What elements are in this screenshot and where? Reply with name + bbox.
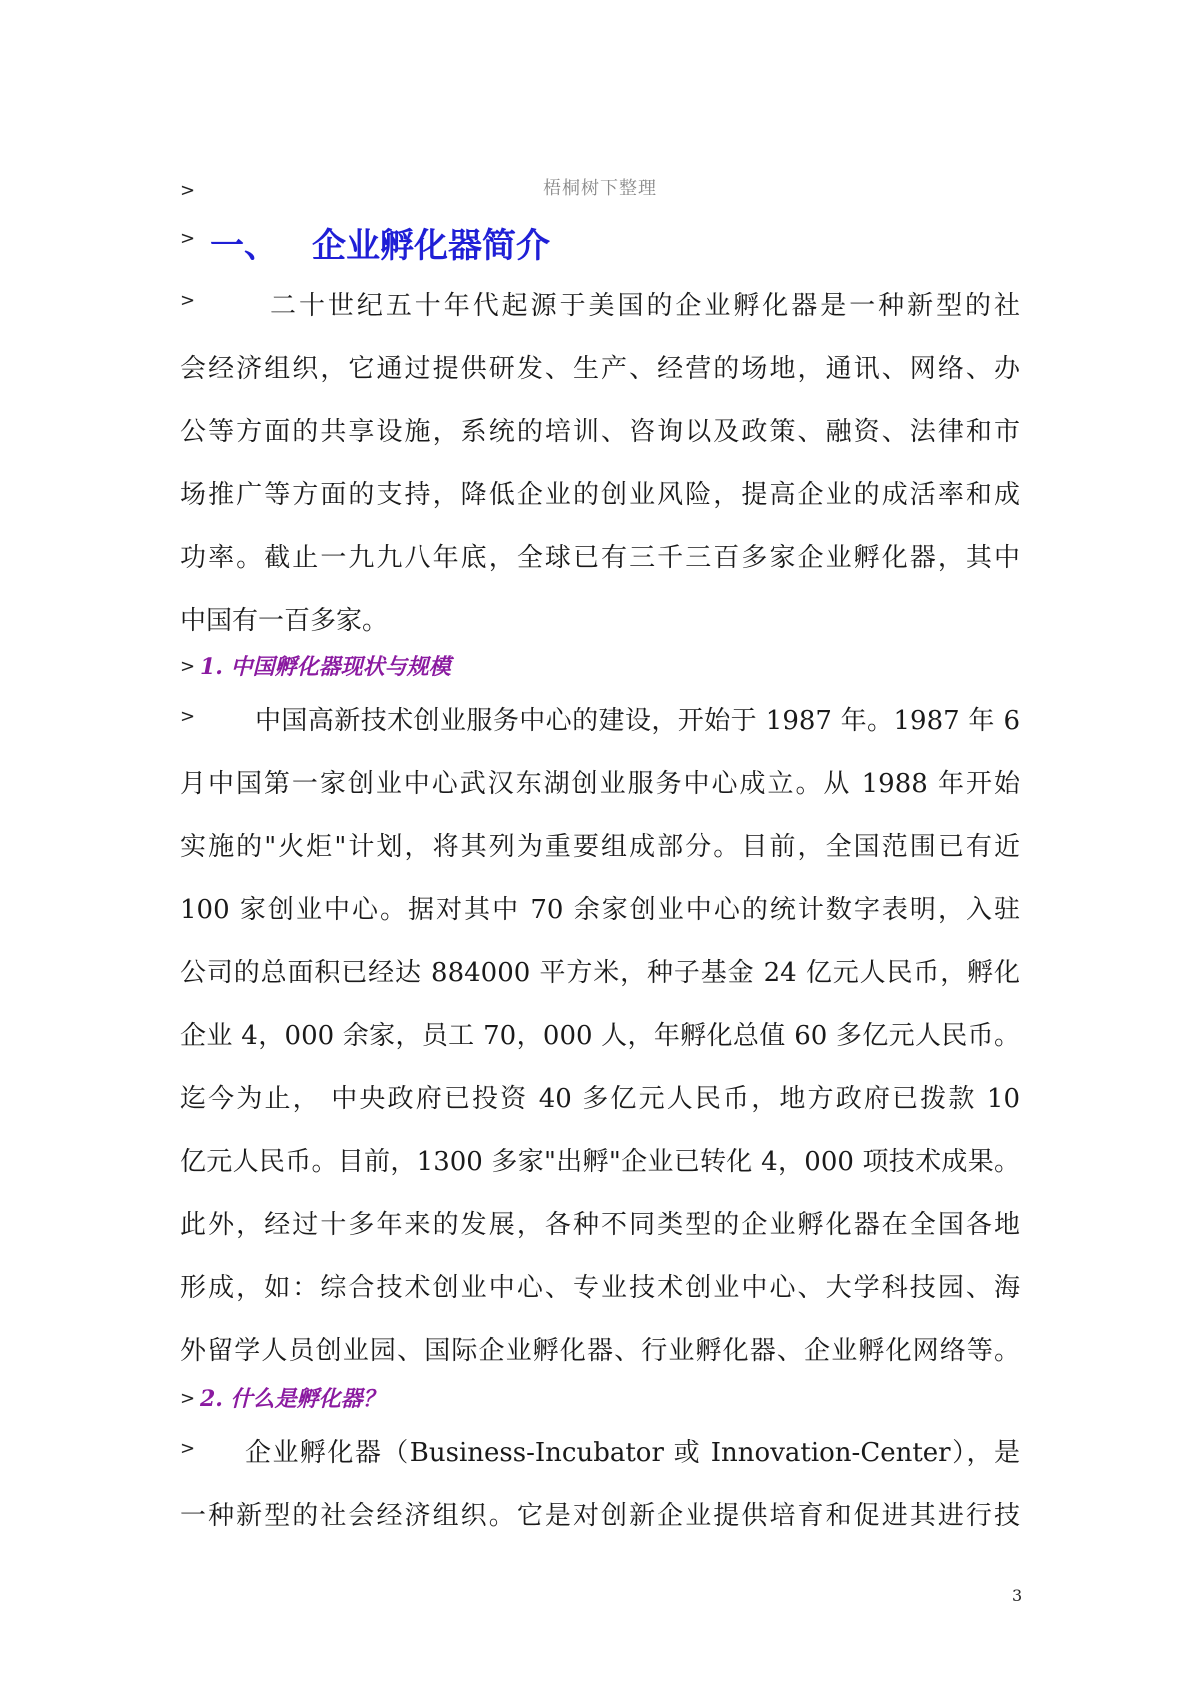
paragraph-line: 此外，经过十多年来的发展，各种不同类型的企业孵化器在全国各地 [180, 1210, 1020, 1240]
paragraph-line: 公司的总面积已经达 884000 平方米，种子基金 24 亿元人民币，孵化 [180, 958, 1020, 988]
paragraph-line: 实施的"火炬"计划，将其列为重要组成部分。目前，全国范围已有近 [180, 832, 1020, 862]
definition-paragraph [180, 1422, 1020, 1548]
paragraph-line: 一种新型的社会经济组织。它是对创新企业提供培育和促进其进行技 [180, 1501, 1020, 1531]
intro-paragraph [180, 275, 1020, 653]
section-number: 一、 [210, 226, 278, 266]
subsection-heading: 2. 什么是孵化器？ [200, 1386, 385, 1412]
bullet-marker: > [180, 290, 196, 311]
paragraph-line: 亿元人民币。目前，1300 多家"出孵"企业已转化 4，000 项技术成果。 [180, 1147, 1020, 1177]
paragraph-line: 会经济组织，它通过提供研发、生产、经营的场地，通讯、网络、办 [180, 354, 1020, 384]
section-heading [210, 218, 550, 267]
paragraph-line: 二十世纪五十年代起源于美国的企业孵化器是一种新型的社 [270, 291, 1020, 321]
paragraph-line: 月中国第一家创业中心武汉东湖创业服务中心成立。从 1988 年开始 [180, 769, 1020, 799]
page-number: 3 [1012, 1586, 1023, 1605]
paragraph-line: 中国有一百多家。 [180, 606, 389, 636]
paragraph-line: 迄今为止， 中央政府已投资 40 多亿元人民币，地方政府已拨款 10 [180, 1084, 1020, 1114]
section-title: 企业孵化器简介 [312, 226, 550, 266]
bullet-marker: > [180, 228, 196, 249]
paragraph-line: 公等方面的共享设施，系统的培训、咨询以及政策、融资、法律和市 [180, 417, 1020, 447]
paragraph-line: 企业 4，000 余家，员工 70，000 人，年孵化总值 60 多亿元人民币。 [180, 1021, 1020, 1051]
paragraph-line: 场推广等方面的支持，降低企业的创业风险，提高企业的成活率和成 [180, 480, 1020, 510]
paragraph-line: 企业孵化器（Business-Incubator 或 Innovation-Center），是 [245, 1438, 1020, 1468]
bullet-marker: > [180, 706, 196, 727]
bullet-marker: > [180, 1388, 196, 1409]
paragraph-line: 中国高新技术创业服务中心的建设，开始于 1987 年。1987 年 6 [255, 706, 1020, 736]
bullet-marker: > [180, 1438, 196, 1459]
bullet-marker: > [180, 180, 196, 201]
page-header: 梧桐树下整理 [543, 178, 657, 199]
subsection-heading: 1. 中国孵化器现状与规模 [200, 654, 451, 680]
bullet-marker: > [180, 656, 196, 677]
scale-paragraph [180, 690, 1020, 1383]
paragraph-line: 100 家创业中心。据对其中 70 余家创业中心的统计数字表明，入驻 [180, 895, 1020, 925]
paragraph-line: 外留学人员创业园、国际企业孵化器、行业孵化器、企业孵化网络等。 [180, 1336, 1020, 1366]
paragraph-line: 功率。截止一九九八年底，全球已有三千三百多家企业孵化器，其中 [180, 543, 1020, 573]
paragraph-line: 形成，如：综合技术创业中心、专业技术创业中心、大学科技园、海 [180, 1273, 1020, 1303]
